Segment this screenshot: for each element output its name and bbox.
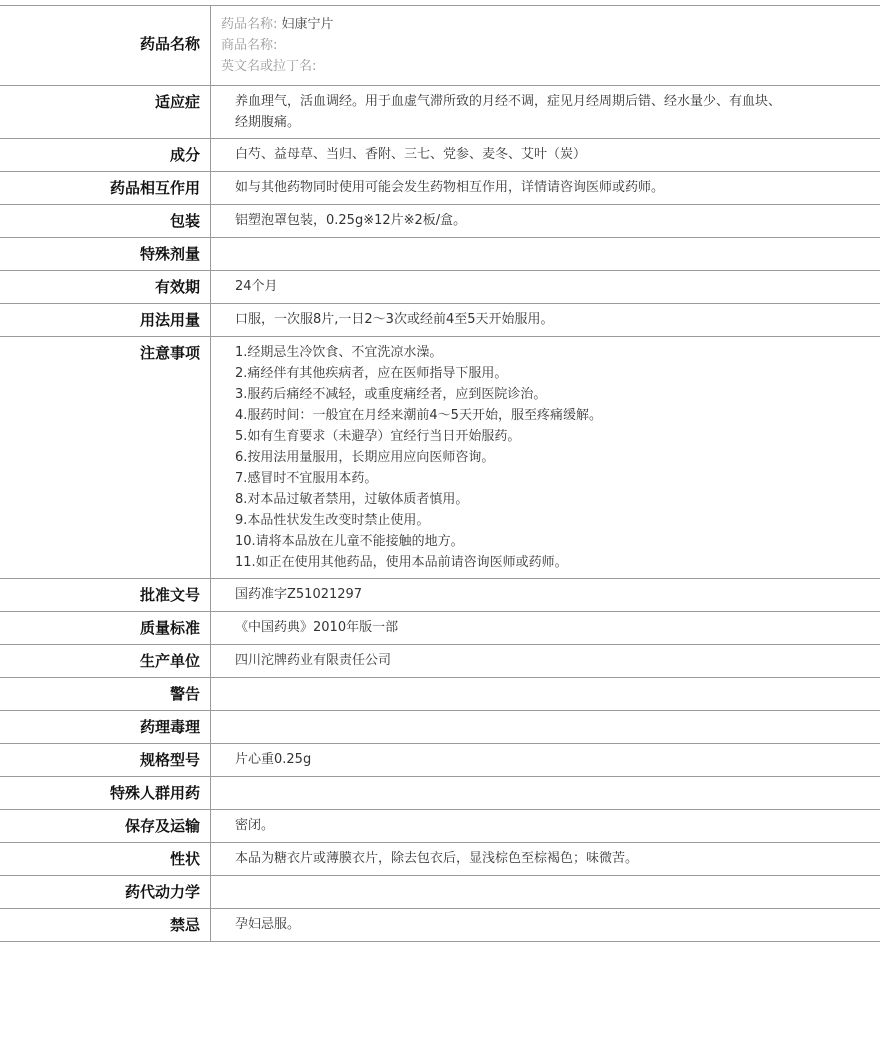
warning-label: 警告 — [0, 678, 211, 711]
specification-label: 规格型号 — [0, 744, 211, 777]
description-value: 本品为糖衣片或薄膜衣片，除去包衣后，显浅棕色至棕褐色；味微苦。 — [235, 851, 639, 866]
specification-value: 片心重0.25g — [235, 752, 312, 767]
ingredients-label: 成分 — [0, 139, 211, 172]
indications-label: 适应症 — [0, 86, 211, 139]
approval-number-label: 批准文号 — [0, 579, 211, 612]
interactions-label: 药品相互作用 — [0, 172, 211, 205]
row-manufacturer — [0, 645, 880, 678]
quality-standard-label: 质量标准 — [0, 612, 211, 645]
drug-spec-table — [0, 5, 880, 942]
row-description — [0, 843, 880, 876]
precaution-item: 6.按用法用量服用，长期应用应向医师咨询。 — [235, 450, 495, 465]
storage-label: 保存及运输 — [0, 810, 211, 843]
indications-value: 养血理气，活血调经。用于血虚气滞所致的月经不调，症见月经周期后错、经水量少、有血块、经期腹痛。 — [235, 94, 782, 130]
packaging-label: 包装 — [0, 205, 211, 238]
english-name-line — [221, 56, 870, 77]
row-specification — [0, 744, 880, 777]
trade-name-label: 商品名称: — [221, 38, 278, 53]
precautions-label: 注意事项 — [0, 337, 211, 579]
precaution-item: 10.请将本品放在儿童不能接触的地方。 — [235, 534, 464, 549]
row-usage — [0, 304, 880, 337]
drug-name-cell — [211, 6, 880, 86]
pharmacology-value — [211, 711, 880, 744]
precaution-item: 8.对本品过敏者禁用，过敏体质者慎用。 — [235, 492, 469, 507]
precautions-list — [211, 337, 880, 579]
row-special-dosage — [0, 238, 880, 271]
row-pharmacology — [0, 711, 880, 744]
description-label: 性状 — [0, 843, 211, 876]
row-warning — [0, 678, 880, 711]
drug-name-line — [221, 14, 870, 35]
row-validity — [0, 271, 880, 304]
precaution-item: 3.服药后痛经不减轻，或重度痛经者，应到医院诊治。 — [235, 387, 547, 402]
drug-name-value: 妇康宁片 — [281, 17, 334, 32]
packaging-value: 铝塑泡罩包装，0.25g※12片※2板/盒。 — [235, 213, 467, 228]
row-drug-name — [0, 6, 880, 86]
validity-label: 有效期 — [0, 271, 211, 304]
row-contraindications — [0, 909, 880, 942]
row-storage — [0, 810, 880, 843]
row-approval-number — [0, 579, 880, 612]
pharmacokinetics-label: 药代动力学 — [0, 876, 211, 909]
precaution-item: 4.服药时间：一般宜在月经来潮前4～5天开始，服至疼痛缓解。 — [235, 408, 602, 423]
row-interactions — [0, 172, 880, 205]
pharmacokinetics-value — [211, 876, 880, 909]
drug-name-label: 药品名称: — [221, 17, 278, 32]
row-pharmacokinetics — [0, 876, 880, 909]
row-ingredients — [0, 139, 880, 172]
special-dosage-label: 特殊剂量 — [0, 238, 211, 271]
special-population-value — [211, 777, 880, 810]
quality-standard-value: 《中国药典》2010年版一部 — [235, 620, 399, 635]
warning-value — [211, 678, 880, 711]
trade-name-line — [221, 35, 870, 56]
special-population-label: 特殊人群用药 — [0, 777, 211, 810]
row-indications — [0, 86, 880, 139]
precaution-item: 11.如正在使用其他药品，使用本品前请咨询医师或药师。 — [235, 555, 568, 570]
contraindications-label: 禁忌 — [0, 909, 211, 942]
special-dosage-value — [211, 238, 880, 271]
usage-value: 口服，一次服8片,一日2～3次或经前4至5天开始服用。 — [235, 312, 554, 327]
precaution-item: 1.经期忌生冷饮食、不宜洗凉水澡。 — [235, 345, 443, 360]
english-name-label: 英文名或拉丁名: — [221, 59, 317, 74]
storage-value: 密闭。 — [235, 818, 275, 833]
row-precautions — [0, 337, 880, 579]
approval-number-value: 国药准字Z51021297 — [235, 587, 363, 602]
interactions-value: 如与其他药物同时使用可能会发生药物相互作用，详情请咨询医师或药师。 — [235, 180, 665, 195]
precaution-item: 9.本品性状发生改变时禁止使用。 — [235, 513, 430, 528]
validity-value: 24个月 — [235, 279, 278, 294]
precaution-item: 7.感冒时不宜服用本药。 — [235, 471, 378, 486]
usage-label: 用法用量 — [0, 304, 211, 337]
row-special-population — [0, 777, 880, 810]
contraindications-value: 孕妇忌服。 — [235, 917, 301, 932]
precaution-item: 2.痛经伴有其他疾病者，应在医师指导下服用。 — [235, 366, 508, 381]
precaution-item: 5.如有生育要求（未避孕）宜经行当日开始服药。 — [235, 429, 521, 444]
manufacturer-label: 生产单位 — [0, 645, 211, 678]
ingredients-value: 白芍、益母草、当归、香附、三七、党参、麦冬、艾叶（炭） — [235, 147, 587, 162]
row-packaging — [0, 205, 880, 238]
pharmacology-label: 药理毒理 — [0, 711, 211, 744]
manufacturer-value: 四川沱牌药业有限责任公司 — [235, 653, 392, 668]
drug-name-row-label: 药品名称 — [0, 6, 211, 86]
row-quality-standard — [0, 612, 880, 645]
